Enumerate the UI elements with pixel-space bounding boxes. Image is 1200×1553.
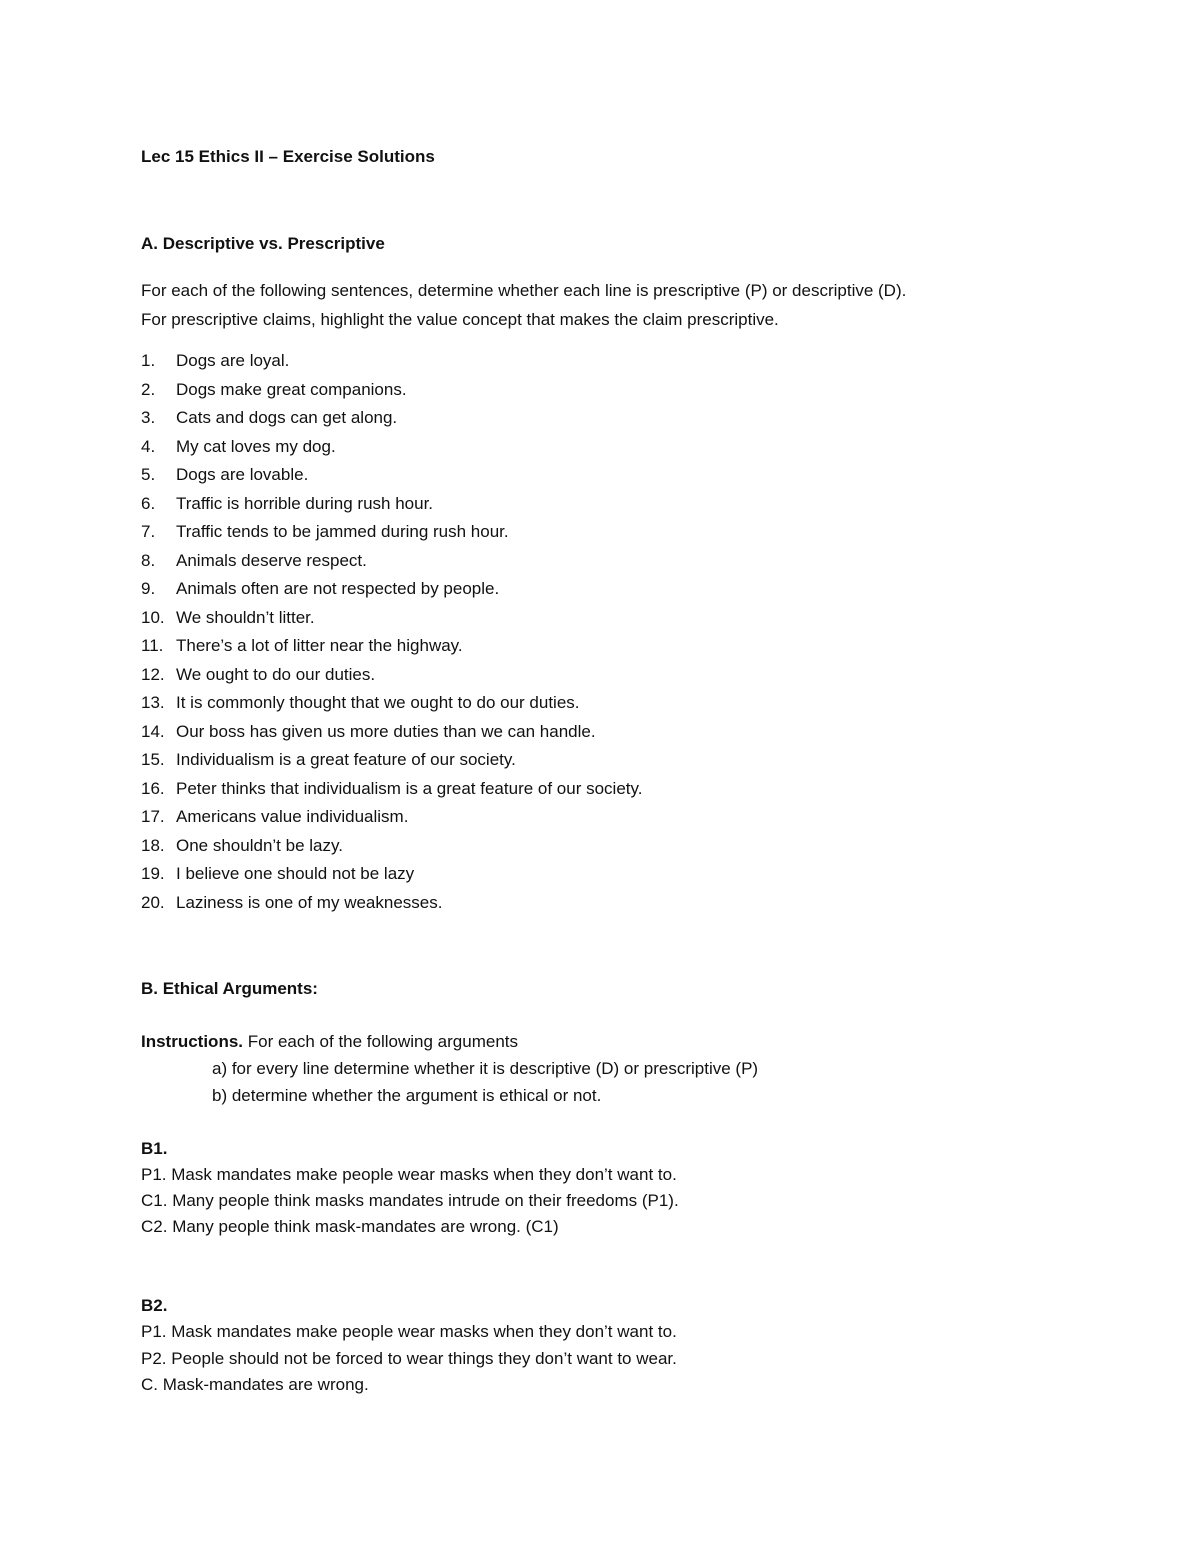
document-title: Lec 15 Ethics II – Exercise Solutions xyxy=(141,147,435,166)
item-number: 7. xyxy=(141,522,156,541)
item-number: 3. xyxy=(141,408,156,427)
item-number: 1. xyxy=(141,351,156,370)
line-label: C1. xyxy=(141,1191,168,1210)
item-text: Cats and dogs can get along. xyxy=(176,408,398,427)
list-item xyxy=(141,664,642,693)
item-number: 17. xyxy=(141,807,165,826)
item-text: One shouldn’t be lazy. xyxy=(176,835,343,855)
line-text: Mask mandates make people wear masks when they don’t want to. xyxy=(166,1322,677,1341)
list-item xyxy=(141,350,642,379)
item-text: We shouldn’t litter. xyxy=(176,607,315,627)
item-number: 8. xyxy=(141,550,156,570)
section-a-instructions-line-1: For each of the following sentences, determine whether each line is prescriptive (P) or descriptive (D). xyxy=(141,281,907,300)
item-number: 11. xyxy=(141,636,164,655)
line-label: P2. xyxy=(141,1349,167,1368)
list-item xyxy=(141,806,642,835)
list-item xyxy=(141,521,642,550)
item-number: 10. xyxy=(141,607,165,627)
item-text: Laziness is one of my weaknesses. xyxy=(176,892,443,912)
list-item xyxy=(141,578,642,607)
item-text: Peter thinks that individualism is a great feature of our society. xyxy=(176,778,643,798)
list-item xyxy=(141,863,642,892)
item-text: My cat loves my dog. xyxy=(176,436,336,456)
instruction-sub-a: a) for every line determine whether it is descriptive (D) or prescriptive (P) xyxy=(212,1059,759,1078)
list-item xyxy=(141,835,642,864)
line-label: P1. xyxy=(141,1322,167,1341)
item-number: 13. xyxy=(141,693,165,712)
item-text: I believe one should not be lazy xyxy=(176,864,415,883)
instructions-text: For each of the following arguments xyxy=(243,1032,518,1051)
list-item xyxy=(141,436,642,465)
argument-b1-line xyxy=(141,1216,559,1237)
sentence-list xyxy=(141,350,642,920)
item-number: 12. xyxy=(141,664,165,684)
list-item xyxy=(141,550,642,579)
item-text: Americans value individualism. xyxy=(176,807,409,826)
item-number: 20. xyxy=(141,892,165,912)
list-item xyxy=(141,721,642,750)
item-text: Animals often are not respected by people. xyxy=(176,579,500,598)
argument-b2-heading: B2. xyxy=(141,1296,168,1315)
instruction-sub-b: b) determine whether the argument is ethical or not. xyxy=(212,1086,602,1105)
item-text: Animals deserve respect. xyxy=(176,550,367,570)
item-text: Dogs are loyal. xyxy=(176,351,290,370)
item-number: 6. xyxy=(141,493,156,513)
item-text: Dogs are lovable. xyxy=(176,465,309,484)
item-number: 14. xyxy=(141,721,165,741)
line-text: People should not be forced to wear things they don’t want to wear. xyxy=(166,1349,677,1368)
line-label: C. xyxy=(141,1375,158,1394)
line-label: P1. xyxy=(141,1165,167,1184)
line-text: Mask-mandates are wrong. xyxy=(158,1375,369,1394)
item-text: Traffic tends to be jammed during rush hour. xyxy=(176,522,509,541)
item-text: Dogs make great companions. xyxy=(176,379,407,399)
argument-b2-line xyxy=(141,1321,677,1342)
argument-b2-line xyxy=(141,1374,369,1395)
list-item xyxy=(141,493,642,522)
list-item xyxy=(141,379,642,408)
list-item xyxy=(141,464,642,493)
item-number: 5. xyxy=(141,465,156,484)
item-number: 9. xyxy=(141,579,156,598)
argument-b2-line xyxy=(141,1348,677,1369)
list-item xyxy=(141,749,642,778)
argument-b1-line xyxy=(141,1190,679,1211)
section-a-heading: A. Descriptive vs. Prescriptive xyxy=(141,234,385,253)
item-text: It is commonly thought that we ought to do our duties. xyxy=(176,693,580,712)
line-text: Many people think masks mandates intrude on their freedoms (P1). xyxy=(167,1191,679,1210)
item-number: 4. xyxy=(141,436,156,456)
line-label: C2. xyxy=(141,1217,168,1236)
item-number: 19. xyxy=(141,864,165,883)
item-text: We ought to do our duties. xyxy=(176,664,376,684)
list-item xyxy=(141,692,642,721)
item-text: Traffic is horrible during rush hour. xyxy=(176,493,434,513)
item-number: 2. xyxy=(141,379,156,399)
list-item xyxy=(141,778,642,807)
list-item xyxy=(141,407,642,436)
item-text: Our boss has given us more duties than we can handle. xyxy=(176,721,596,741)
list-item xyxy=(141,607,642,636)
item-text: There’s a lot of litter near the highway. xyxy=(176,636,463,655)
item-number: 16. xyxy=(141,778,165,798)
list-item xyxy=(141,892,642,921)
argument-b1-line xyxy=(141,1164,677,1185)
argument-b1-heading: B1. xyxy=(141,1139,168,1158)
line-text: Many people think mask-mandates are wrong. (C1) xyxy=(167,1217,559,1236)
item-number: 18. xyxy=(141,835,165,855)
item-text: Individualism is a great feature of our society. xyxy=(176,750,516,769)
section-b-heading: B. Ethical Arguments: xyxy=(141,979,318,998)
list-item xyxy=(141,635,642,664)
line-text: Mask mandates make people wear masks when they don’t want to. xyxy=(166,1165,677,1184)
section-a-instructions-line-2: For prescriptive claims, highlight the value concept that makes the claim prescriptive. xyxy=(141,310,779,329)
item-number: 15. xyxy=(141,750,165,769)
instructions-label: Instructions. xyxy=(141,1032,244,1051)
section-b-instructions xyxy=(141,1031,518,1052)
